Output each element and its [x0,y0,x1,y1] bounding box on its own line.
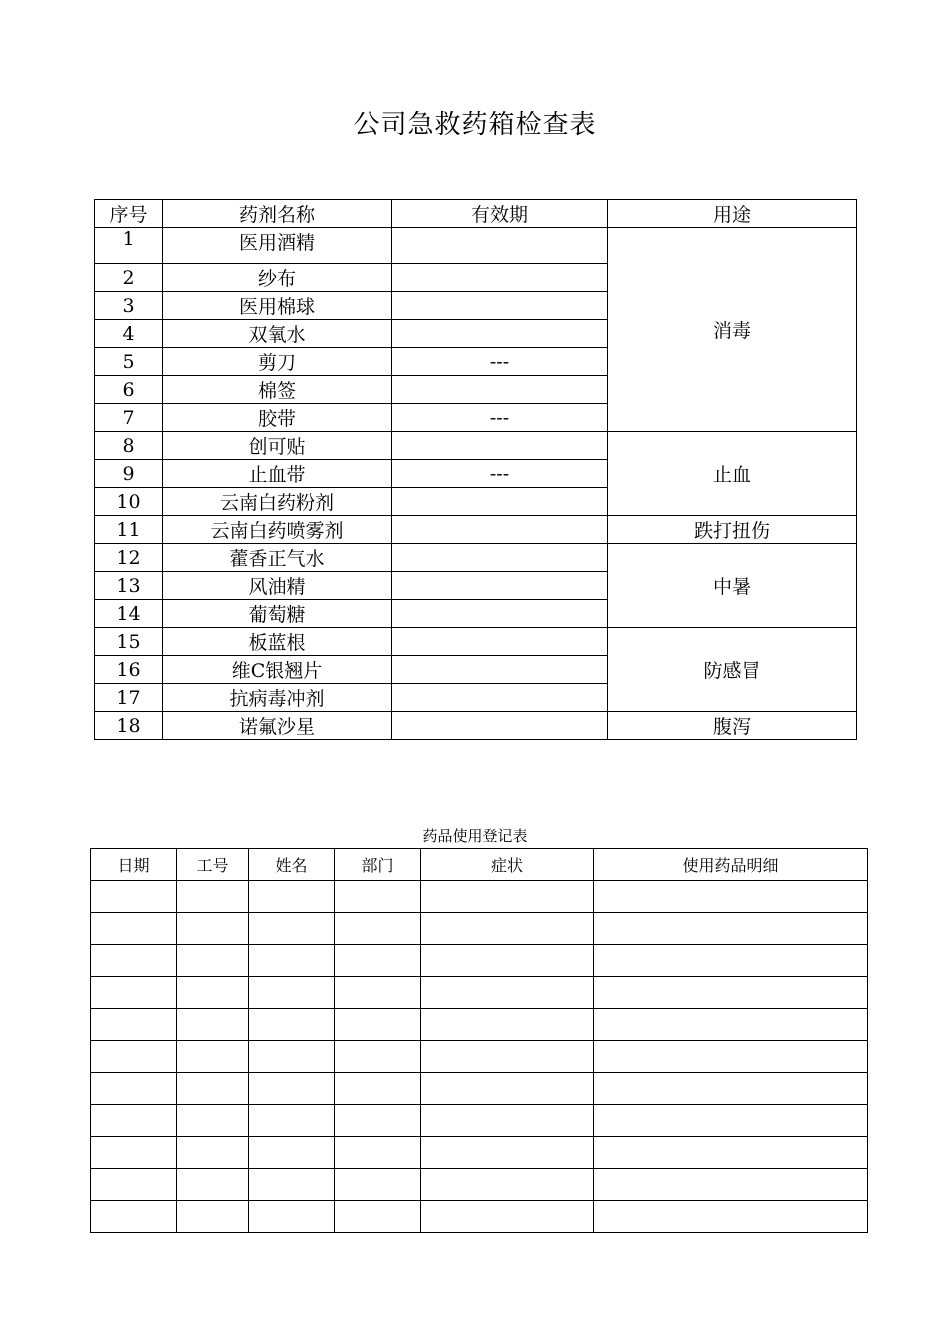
empty-cell[interactable] [335,977,421,1009]
row-number: 4 [95,320,163,348]
row-number: 5 [95,348,163,376]
empty-cell[interactable] [177,1201,249,1233]
use-cell: 防感冒 [608,628,857,712]
row-number: 2 [95,264,163,292]
empty-cell[interactable] [91,1105,177,1137]
empty-cell[interactable] [249,1073,335,1105]
empty-cell[interactable] [249,1169,335,1201]
use-cell: 中暑 [608,544,857,628]
medicine-name: 医用棉球 [163,292,392,320]
expiry-cell [392,292,608,320]
empty-cell[interactable] [91,913,177,945]
expiry-cell [392,320,608,348]
empty-cell[interactable] [335,1009,421,1041]
row-number: 16 [95,656,163,684]
empty-cell[interactable] [421,1105,594,1137]
medicine-name: 医用酒精 [163,228,392,264]
empty-cell[interactable] [421,1137,594,1169]
table-row [91,1105,868,1137]
table-row [91,1073,868,1105]
row-number: 8 [95,432,163,460]
empty-cell[interactable] [421,977,594,1009]
expiry-cell [392,712,608,740]
empty-cell[interactable] [594,977,868,1009]
header-cell: 工号 [177,849,249,881]
empty-cell[interactable] [421,1169,594,1201]
expiry-cell [392,572,608,600]
row-number: 11 [95,516,163,544]
table-row [91,1041,868,1073]
header-cell: 序号 [95,200,163,228]
empty-cell[interactable] [177,945,249,977]
first-aid-checklist-table [94,199,857,740]
empty-cell[interactable] [91,881,177,913]
header-cell: 姓名 [249,849,335,881]
use-cell: 腹泻 [608,712,857,740]
table-row [91,1009,868,1041]
empty-cell[interactable] [249,945,335,977]
row-number: 12 [95,544,163,572]
empty-cell[interactable] [249,1201,335,1233]
empty-cell[interactable] [249,977,335,1009]
empty-cell[interactable] [249,881,335,913]
table-row [95,712,857,740]
expiry-cell [392,684,608,712]
table-row [95,544,857,572]
empty-cell[interactable] [91,1169,177,1201]
empty-cell[interactable] [421,945,594,977]
header-cell: 症状 [421,849,594,881]
usage-log-table [90,848,868,1233]
empty-cell[interactable] [91,977,177,1009]
medicine-name: 诺氟沙星 [163,712,392,740]
empty-cell[interactable] [594,913,868,945]
medicine-name: 创可贴 [163,432,392,460]
use-cell: 跌打扭伤 [608,516,857,544]
empty-cell[interactable] [335,1041,421,1073]
empty-cell[interactable] [594,1169,868,1201]
table-row [91,913,868,945]
empty-cell[interactable] [594,1201,868,1233]
row-number: 6 [95,376,163,404]
empty-cell[interactable] [177,1105,249,1137]
table-header-row [95,200,857,228]
header-cell: 使用药品明细 [594,849,868,881]
header-cell: 有效期 [392,200,608,228]
medicine-name: 云南白药喷雾剂 [163,516,392,544]
empty-cell[interactable] [335,1137,421,1169]
row-number: 18 [95,712,163,740]
empty-cell[interactable] [421,1073,594,1105]
usage-log-title: 药品使用登记表 [422,827,528,845]
empty-cell[interactable] [177,977,249,1009]
header-cell: 药剂名称 [163,200,392,228]
use-cell: 消毒 [608,228,857,432]
expiry-cell: --- [392,404,608,432]
row-number: 3 [95,292,163,320]
empty-cell[interactable] [91,945,177,977]
medicine-name: 维C银翘片 [163,656,392,684]
table-header-row [91,849,868,881]
empty-cell[interactable] [421,913,594,945]
empty-cell[interactable] [249,1105,335,1137]
table-row [91,1201,868,1233]
empty-cell[interactable] [177,881,249,913]
use-cell: 止血 [608,432,857,516]
table-row [91,1169,868,1201]
page-title: 公司急救药箱检查表 [353,110,597,140]
empty-cell[interactable] [249,1009,335,1041]
row-number: 14 [95,600,163,628]
empty-cell[interactable] [594,1009,868,1041]
empty-cell[interactable] [594,945,868,977]
empty-cell[interactable] [177,1169,249,1201]
expiry-cell [392,376,608,404]
empty-cell[interactable] [249,1041,335,1073]
empty-cell[interactable] [594,1137,868,1169]
empty-cell[interactable] [177,1009,249,1041]
row-number: 13 [95,572,163,600]
table-row [95,228,857,264]
empty-cell[interactable] [421,1201,594,1233]
empty-cell[interactable] [421,1041,594,1073]
medicine-name: 胶带 [163,404,392,432]
empty-cell[interactable] [594,1041,868,1073]
table-row [91,881,868,913]
medicine-name: 云南白药粉剂 [163,488,392,516]
medicine-name: 双氧水 [163,320,392,348]
empty-cell[interactable] [177,1073,249,1105]
expiry-cell [392,228,608,264]
empty-cell[interactable] [594,1073,868,1105]
medicine-name: 葡萄糖 [163,600,392,628]
expiry-cell [392,656,608,684]
empty-cell[interactable] [594,1105,868,1137]
table-row [91,977,868,1009]
empty-cell[interactable] [594,881,868,913]
medicine-name: 板蓝根 [163,628,392,656]
expiry-cell [392,488,608,516]
header-cell: 日期 [91,849,177,881]
empty-cell[interactable] [249,913,335,945]
medicine-name: 风油精 [163,572,392,600]
expiry-cell [392,544,608,572]
header-cell: 用途 [608,200,857,228]
empty-cell[interactable] [335,1201,421,1233]
medicine-name: 抗病毒冲剂 [163,684,392,712]
empty-cell[interactable] [335,945,421,977]
empty-cell[interactable] [91,1073,177,1105]
row-number: 9 [95,460,163,488]
medicine-name: 剪刀 [163,348,392,376]
empty-cell[interactable] [91,1009,177,1041]
empty-cell[interactable] [249,1137,335,1169]
medicine-name: 藿香正气水 [163,544,392,572]
empty-cell[interactable] [177,1041,249,1073]
medicine-name: 棉签 [163,376,392,404]
empty-cell[interactable] [177,1137,249,1169]
empty-cell[interactable] [177,913,249,945]
expiry-cell: --- [392,460,608,488]
table-row [95,628,857,656]
empty-cell[interactable] [91,1137,177,1169]
expiry-cell [392,264,608,292]
row-number: 17 [95,684,163,712]
empty-cell[interactable] [335,881,421,913]
row-number: 15 [95,628,163,656]
row-number: 10 [95,488,163,516]
expiry-cell: --- [392,348,608,376]
table-row [95,516,857,544]
table-row [91,945,868,977]
empty-cell[interactable] [91,1201,177,1233]
empty-cell[interactable] [335,913,421,945]
medicine-name: 止血带 [163,460,392,488]
expiry-cell [392,628,608,656]
empty-cell[interactable] [421,881,594,913]
row-number: 7 [95,404,163,432]
table-row [91,1137,868,1169]
empty-cell[interactable] [335,1105,421,1137]
empty-cell[interactable] [91,1041,177,1073]
header-cell: 部门 [335,849,421,881]
table-row [95,432,857,460]
usage-log-body [91,881,868,1233]
expiry-cell [392,432,608,460]
medicine-name: 纱布 [163,264,392,292]
expiry-cell [392,516,608,544]
empty-cell[interactable] [421,1009,594,1041]
row-number: 1 [95,228,163,264]
empty-cell[interactable] [335,1073,421,1105]
empty-cell[interactable] [335,1169,421,1201]
expiry-cell [392,600,608,628]
